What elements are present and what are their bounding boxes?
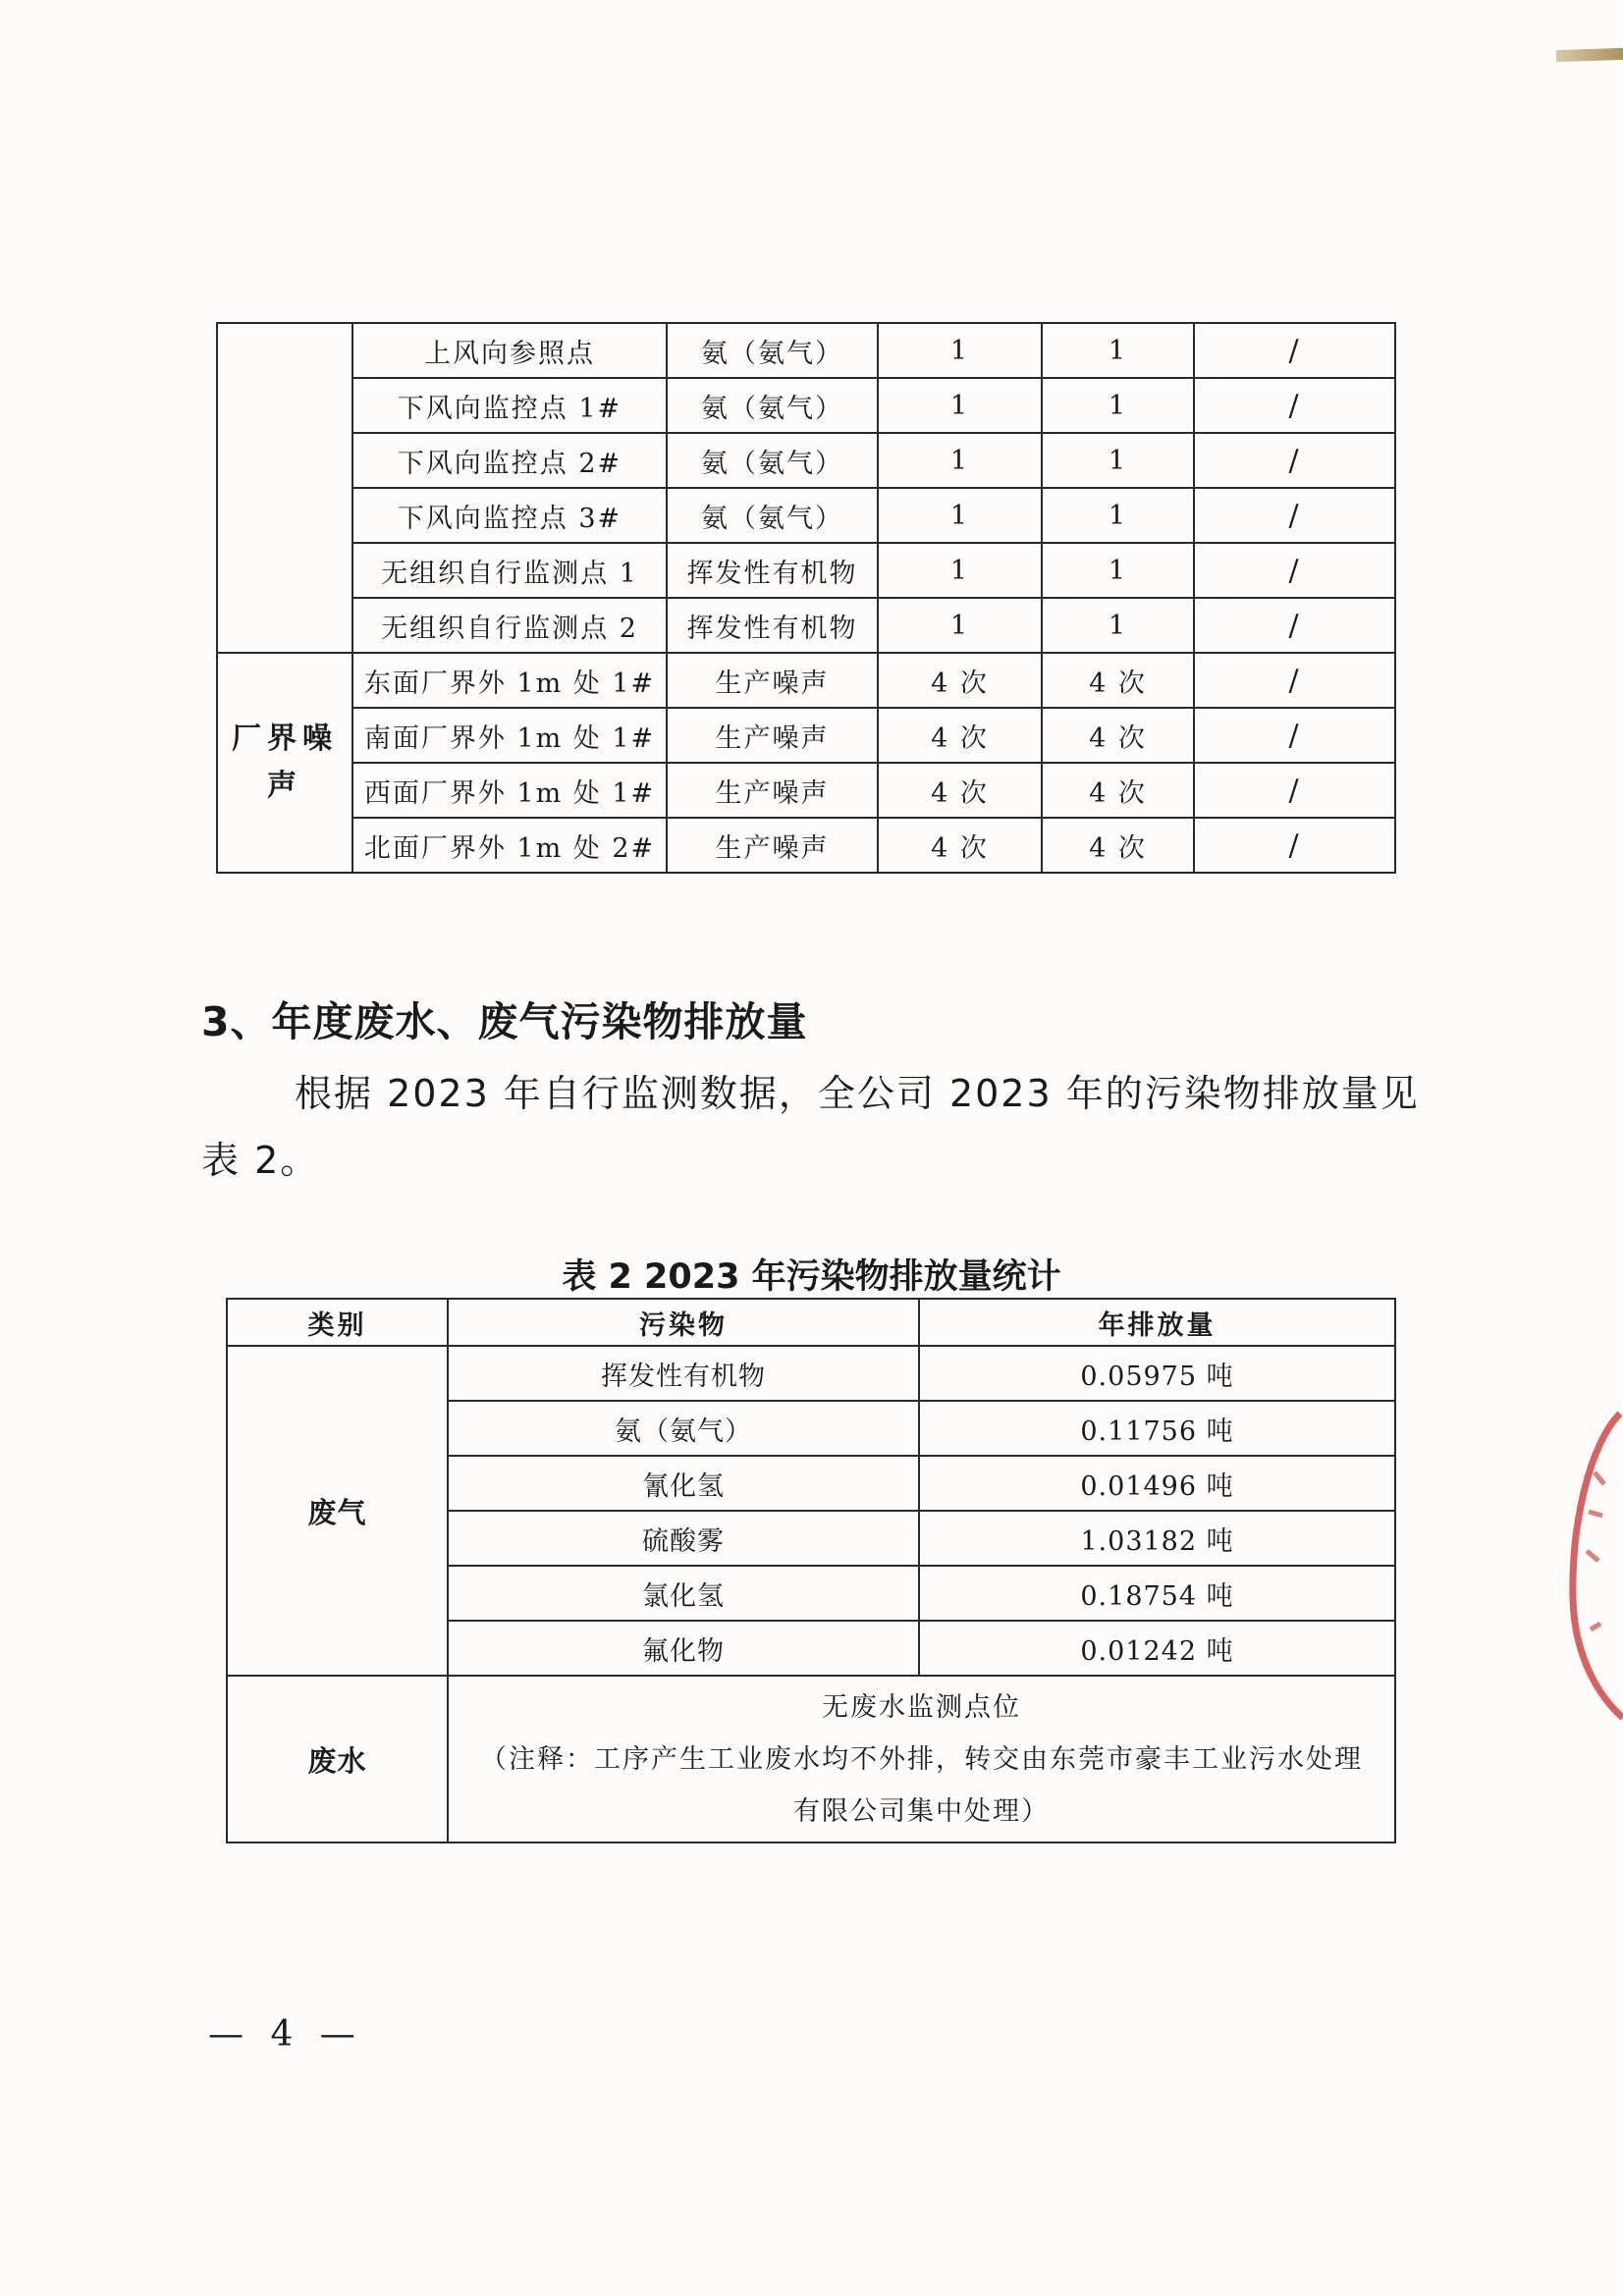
frequency-cell: 1 [878, 488, 1042, 543]
frequency-cell: 4 次 [878, 763, 1042, 818]
remark-cell: / [1194, 488, 1395, 543]
count-cell: 1 [1042, 433, 1194, 488]
frequency-cell: 4 次 [878, 708, 1042, 763]
remark-cell: / [1194, 763, 1395, 818]
frequency-cell: 1 [878, 323, 1042, 378]
remark-cell: / [1194, 543, 1395, 598]
monitoring-point-cell: 无组织自行监测点 1 [352, 543, 667, 598]
monitoring-item-cell: 氨（氨气） [667, 433, 878, 488]
section-paragraph: 根据 2023 年自行监测数据，全公司 2023 年的污染物排放量见表 2。 [201, 1072, 1420, 1182]
monitoring-item-cell: 氨（氨气） [667, 323, 878, 378]
emission-amount-cell: 0.11756 吨 [919, 1401, 1395, 1456]
count-cell: 1 [1042, 543, 1194, 598]
column-header: 年排放量 [919, 1299, 1395, 1346]
table-row [217, 763, 1395, 818]
monitoring-point-cell: 西面厂界外 1m 处 1# [352, 763, 667, 818]
table-header-row [227, 1299, 1395, 1346]
remark-cell: / [1194, 708, 1395, 763]
category-label: 声 [267, 769, 302, 803]
frequency-cell: 1 [878, 378, 1042, 433]
monitoring-point-cell: 下风向监控点 1# [352, 378, 667, 433]
count-cell: 4 次 [1042, 653, 1194, 708]
count-cell: 4 次 [1042, 818, 1194, 873]
note-line: 无废水监测点位 [822, 1691, 1021, 1723]
count-cell: 4 次 [1042, 763, 1194, 818]
frequency-cell: 1 [878, 543, 1042, 598]
column-header: 类别 [227, 1299, 448, 1346]
column-header: 污染物 [448, 1299, 919, 1346]
table-row [217, 653, 1395, 708]
category-cell: 废水 [227, 1676, 448, 1842]
monitoring-point-cell: 东面厂界外 1m 处 1# [352, 653, 667, 708]
table-row [217, 598, 1395, 653]
pollutant-cell: 氰化氢 [448, 1456, 919, 1511]
table-row [217, 378, 1395, 433]
frequency-cell: 1 [878, 598, 1042, 653]
count-cell: 1 [1042, 598, 1194, 653]
table-row [217, 488, 1395, 543]
monitoring-point-cell: 南面厂界外 1m 处 1# [352, 708, 667, 763]
count-cell: 1 [1042, 378, 1194, 433]
scan-corner-mark [1556, 48, 1623, 62]
emission-amount-cell: 0.18754 吨 [919, 1566, 1395, 1621]
frequency-cell: 4 次 [878, 653, 1042, 708]
pollutant-cell: 挥发性有机物 [448, 1346, 919, 1401]
monitoring-item-cell: 生产噪声 [667, 653, 878, 708]
emission-amount-cell: 0.05975 吨 [919, 1346, 1395, 1401]
category-cell [217, 653, 352, 873]
table-row [217, 818, 1395, 873]
pollutant-cell: 硫酸雾 [448, 1511, 919, 1566]
page-number: — 4 — [208, 2014, 363, 2055]
remark-cell: / [1194, 433, 1395, 488]
table-row [227, 1676, 1395, 1842]
monitoring-item-cell: 生产噪声 [667, 818, 878, 873]
monitoring-point-cell: 无组织自行监测点 2 [352, 598, 667, 653]
category-cell [217, 323, 352, 653]
monitoring-point-cell: 上风向参照点 [352, 323, 667, 378]
table-row [217, 433, 1395, 488]
remark-cell: / [1194, 323, 1395, 378]
pollutant-cell: 氟化物 [448, 1621, 919, 1676]
monitoring-item-cell: 氨（氨气） [667, 378, 878, 433]
emission-amount-cell: 0.01242 吨 [919, 1621, 1395, 1676]
pollutant-cell: 氯化氢 [448, 1566, 919, 1621]
remark-cell: / [1194, 653, 1395, 708]
count-cell: 1 [1042, 323, 1194, 378]
section-heading: 3、年度废水、废气污染物排放量 [201, 998, 808, 1045]
emission-amount-cell: 1.03182 吨 [919, 1511, 1395, 1566]
emission-statistics-table [226, 1298, 1396, 1843]
remark-cell: / [1194, 818, 1395, 873]
monitoring-item-cell: 挥发性有机物 [667, 598, 878, 653]
monitoring-point-cell: 下风向监控点 2# [352, 433, 667, 488]
note-line: （注释：工序产生工业废水均不外排，转交由东莞市豪丰工业污水处理 [480, 1743, 1363, 1775]
remark-cell: / [1194, 378, 1395, 433]
count-cell: 4 次 [1042, 708, 1194, 763]
red-seal-stamp [1561, 1404, 1623, 1728]
table-row [227, 1346, 1395, 1401]
wastewater-note-cell [448, 1676, 1395, 1842]
category-cell: 废气 [227, 1346, 448, 1676]
monitoring-item-cell: 生产噪声 [667, 763, 878, 818]
monitoring-item-cell: 生产噪声 [667, 708, 878, 763]
category-label: 厂界噪 [232, 721, 338, 756]
table-row [217, 543, 1395, 598]
pollutant-cell: 氨（氨气） [448, 1401, 919, 1456]
monitoring-table-continued [216, 322, 1396, 874]
count-cell: 1 [1042, 488, 1194, 543]
monitoring-item-cell: 氨（氨气） [667, 488, 878, 543]
emission-amount-cell: 0.01496 吨 [919, 1456, 1395, 1511]
monitoring-point-cell: 北面厂界外 1m 处 2# [352, 818, 667, 873]
note-line: 有限公司集中处理） [793, 1795, 1050, 1827]
frequency-cell: 1 [878, 433, 1042, 488]
monitoring-item-cell: 挥发性有机物 [667, 543, 878, 598]
table-row [217, 708, 1395, 763]
frequency-cell: 4 次 [878, 818, 1042, 873]
table2-caption: 表 2 2023 年污染物排放量统计 [562, 1257, 1061, 1297]
table-row [217, 323, 1395, 378]
monitoring-point-cell: 下风向监控点 3# [352, 488, 667, 543]
remark-cell: / [1194, 598, 1395, 653]
